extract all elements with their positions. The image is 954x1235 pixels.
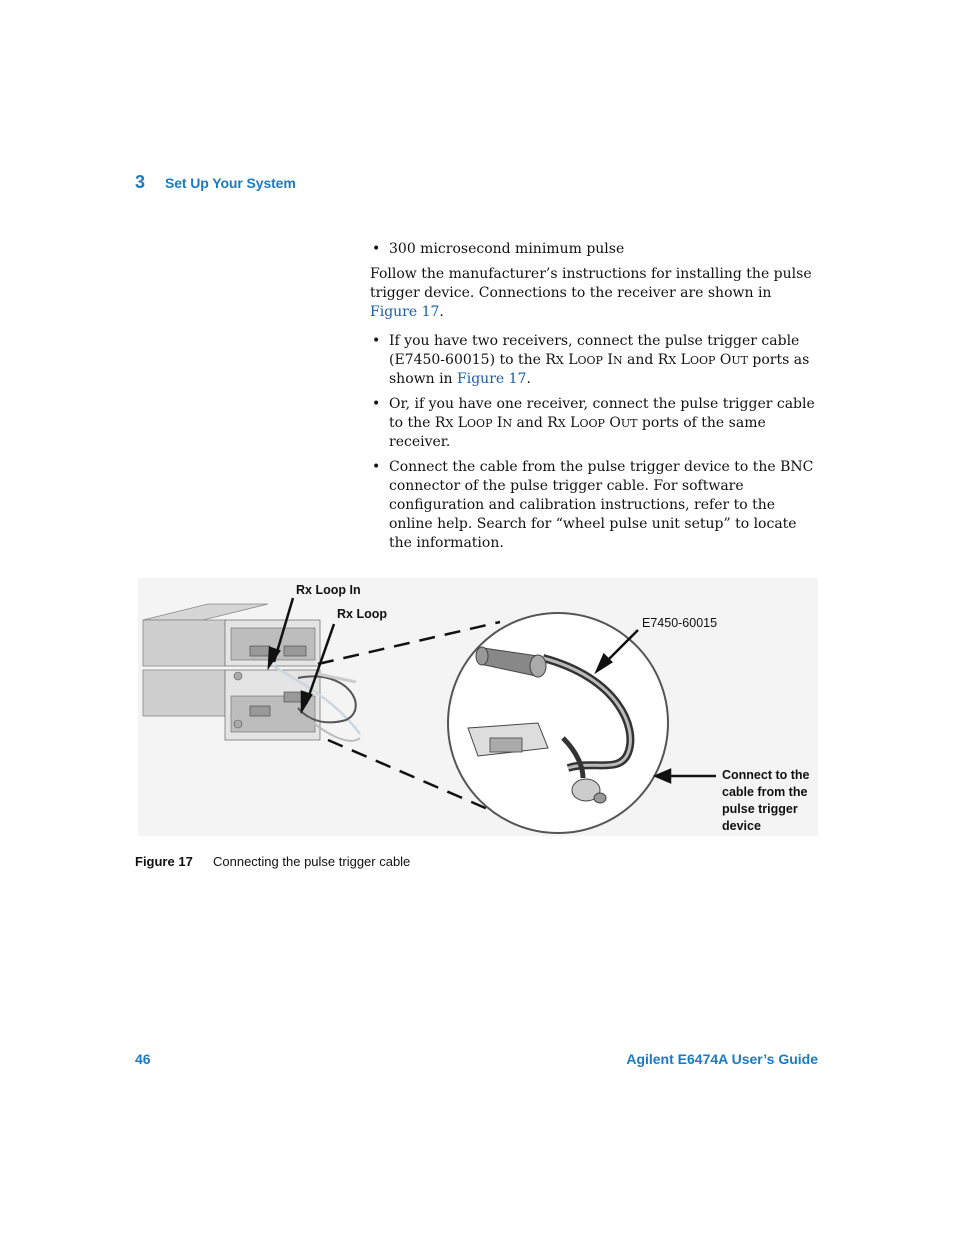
figure-label: Figure 17 (135, 854, 193, 869)
text: L (565, 415, 580, 431)
list-item (370, 458, 822, 553)
connect-label-line4: device (722, 819, 761, 833)
page-number: 46 (135, 1051, 151, 1067)
text: X (445, 417, 454, 430)
text: N (502, 417, 513, 430)
text: X (555, 354, 564, 367)
text: UT (731, 354, 748, 367)
text: ports as shown in (389, 352, 810, 387)
text: N (612, 354, 623, 367)
text: L (453, 415, 468, 431)
figure-caption (135, 854, 410, 869)
part-number-label: E7450-60015 (642, 616, 718, 630)
figure-link[interactable]: Figure 17 (457, 371, 527, 387)
text: I (492, 415, 503, 431)
text: I (602, 352, 613, 368)
guide-title: Agilent E6474A User’s Guide (626, 1051, 818, 1067)
text: If you have two receivers, connect the pulse trigger cable (E7450-60015) to the R (389, 333, 800, 368)
text: Or, if you have one receiver, connect the pulse trigger cable to the R (389, 396, 815, 431)
text: X (557, 417, 566, 430)
connection-figure (138, 578, 818, 836)
caption-text: Connecting the pulse trigger cable (213, 854, 411, 869)
list-item (370, 395, 822, 452)
figure-link[interactable]: Figure 17 (370, 304, 440, 320)
text: X (668, 354, 677, 367)
chapter-header (135, 172, 296, 193)
chapter-title: Set Up Your System (165, 175, 296, 191)
text: Connect the cable from the pulse trigger device to the BNC connector of the pulse trigger cable. For software configuration and calibration instructions, refer to the online help. Search for “wheel pulse unit setup” to locate the information. (389, 459, 814, 551)
steps-list (370, 332, 822, 553)
intro-text: Follow the manufacturer’s instructions for installing the pulse trigger device. Connections to the receiver are shown in (370, 266, 812, 301)
connect-label-line2: cable from the (722, 785, 808, 799)
period: . (439, 304, 444, 320)
text: O (715, 352, 732, 368)
text: O (604, 415, 621, 431)
requirements-list (370, 240, 822, 259)
list-item (370, 240, 822, 259)
chapter-number: 3 (135, 172, 146, 192)
text: L (563, 352, 578, 368)
text: ports of the same receiver. (389, 415, 766, 450)
text: OOP (579, 417, 605, 430)
text: and R (622, 352, 669, 368)
rx-loop-in-label: Rx Loop In (296, 583, 361, 597)
body-text (370, 240, 822, 559)
text: and R (512, 415, 558, 431)
period: . (526, 371, 531, 387)
text: OOP (689, 354, 716, 367)
text: OOP (577, 354, 603, 367)
text: L (676, 352, 690, 368)
intro-paragraph (370, 265, 822, 322)
text: UT (620, 417, 638, 430)
bullet-text: 300 microsecond minimum pulse (389, 241, 625, 257)
magnified-view (448, 613, 668, 833)
rx-loop-label: Rx Loop (337, 607, 387, 621)
text: OOP (467, 417, 493, 430)
list-item (370, 332, 822, 389)
connect-label-line1: Connect to the (722, 768, 810, 782)
connect-label-line3: pulse trigger (722, 802, 798, 816)
